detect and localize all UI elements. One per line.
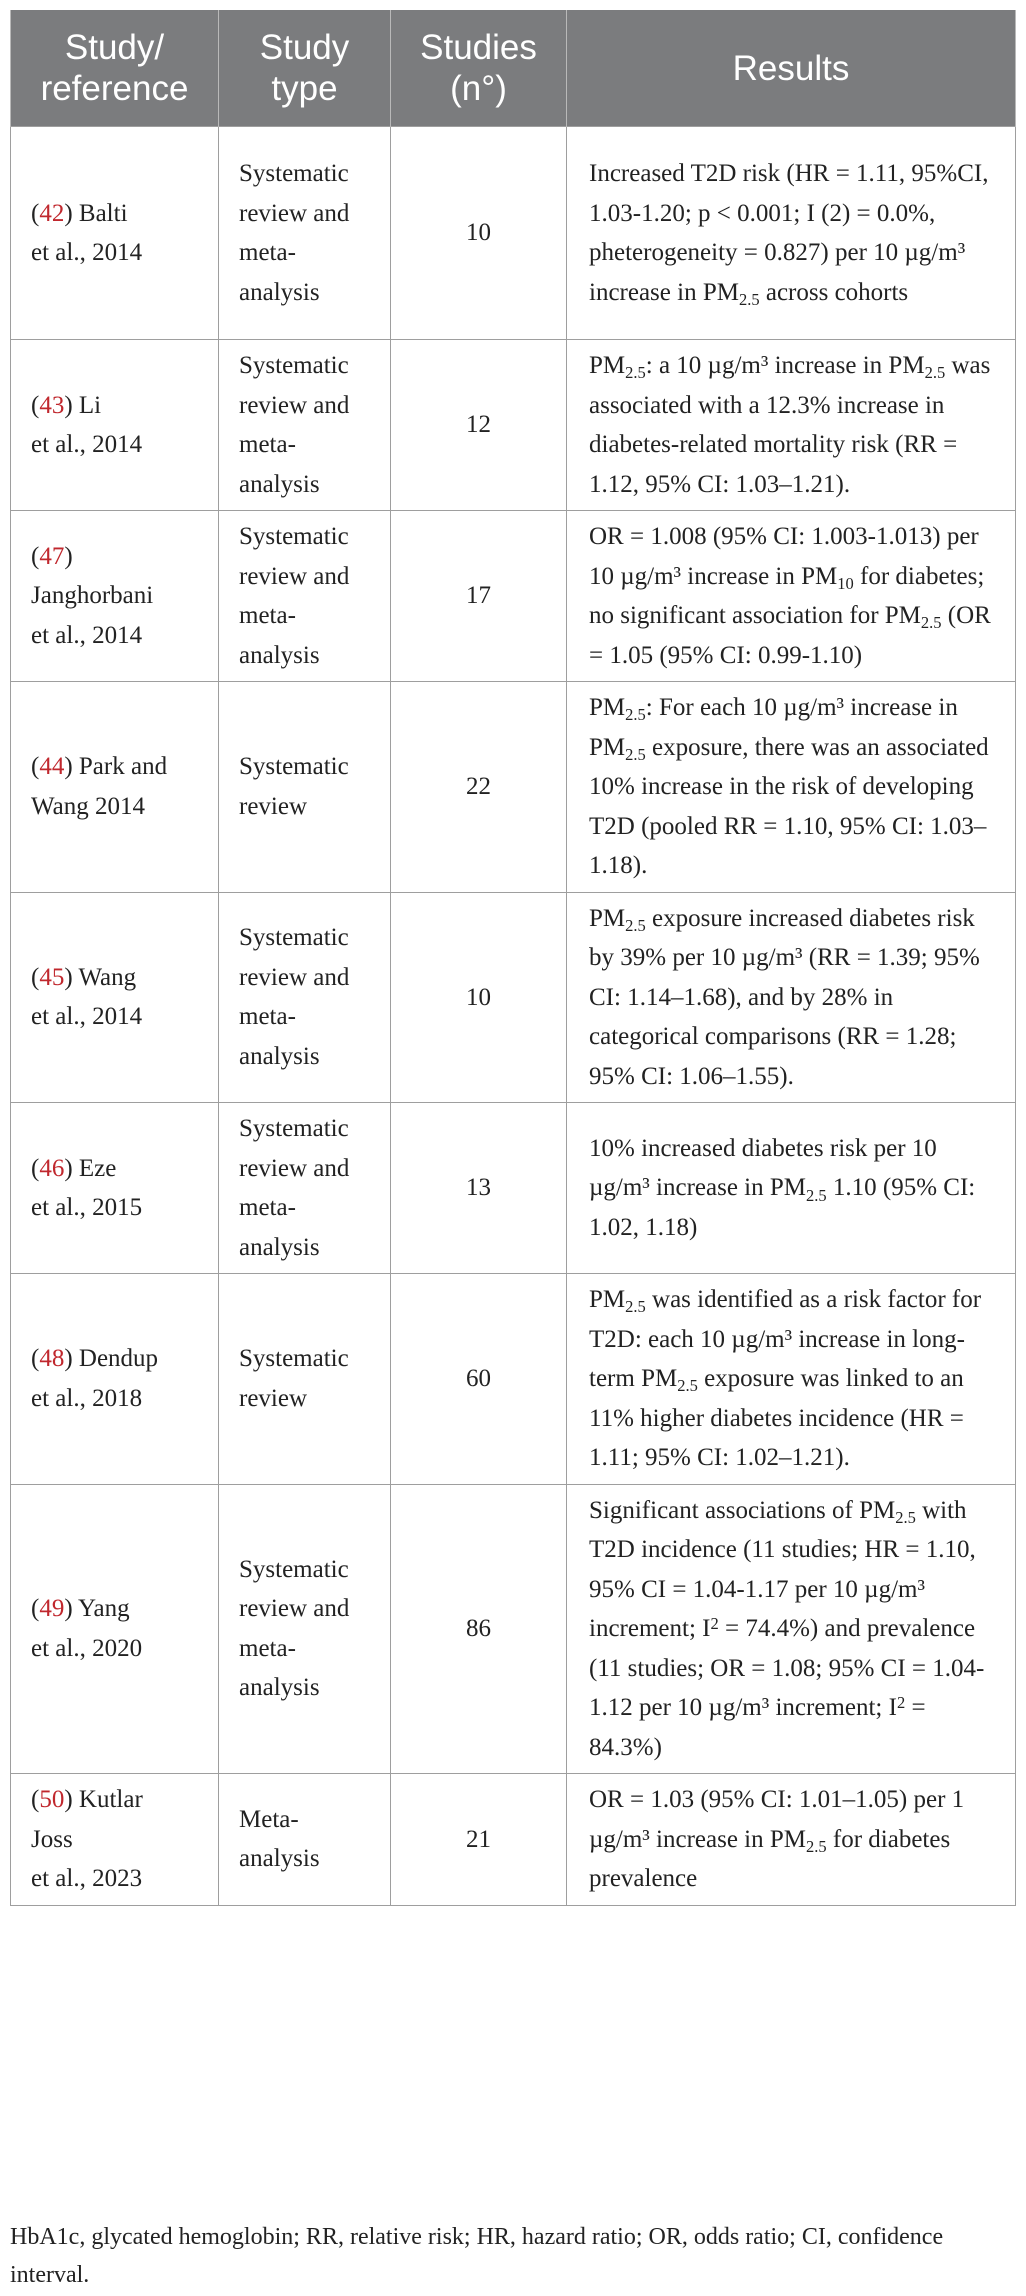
- table-row: [11, 1774, 1016, 1906]
- reference-text: ) Balti: [64, 199, 128, 227]
- results-text: : a 10 µg/m³ increase in PM: [645, 352, 925, 379]
- results-text: = 74.4%) and prevalence (11 studies; OR = 1.08; 95% CI = 1.04-1.12 per 10 µg/m³ increment; I: [589, 1615, 985, 1721]
- table-row: [11, 340, 1016, 511]
- results-text: OR = 1.008 (95% CI: 1.003-1.013) per 10 µg/m³ increase in PM: [589, 523, 979, 590]
- cell-studies-count: 86: [391, 1484, 567, 1774]
- results-text: = 84.3%): [589, 1694, 926, 1761]
- study-type-line: Systematic: [239, 1345, 349, 1373]
- results-text: exposure was linked to an 11% higher diabetes incidence (HR = 1.11; 95% CI: 1.02–1.21).: [589, 1365, 964, 1471]
- results-text: PM: [589, 694, 626, 721]
- study-type-line: analysis: [239, 1042, 320, 1070]
- study-type-line: analysis: [239, 1233, 320, 1261]
- subscript: 2.5: [924, 363, 946, 383]
- cell-study-reference: [11, 1484, 219, 1774]
- results-text: PM: [589, 352, 626, 379]
- cell-study-type: [219, 1103, 391, 1274]
- cell-studies-count: 10: [391, 127, 567, 340]
- results-text: was identified as a risk factor for T2D: each 10 µg/m³ increase in long-term PM: [589, 1286, 982, 1392]
- subscript: 2.5: [625, 1297, 646, 1317]
- subscript: 2.5: [625, 915, 646, 935]
- reference-line: et al., 2020: [31, 1634, 143, 1662]
- table-row: [11, 892, 1016, 1103]
- study-type-line: Systematic: [239, 160, 349, 187]
- study-type-line: review and: [239, 963, 350, 991]
- results-text: : For each 10 µg/m³ increase in PM: [589, 694, 958, 761]
- subscript: 2.5: [625, 705, 646, 725]
- study-type-line: analysis: [239, 1845, 320, 1873]
- table-row: [11, 511, 1016, 682]
- study-type-line: meta-: [239, 602, 296, 629]
- study-type-line: analysis: [239, 641, 320, 669]
- reference-paren: (: [31, 542, 40, 570]
- reference-line: Wang 2014: [31, 792, 145, 820]
- header-study-reference-line1: Study/: [64, 28, 165, 67]
- reference-line: et al., 2014: [31, 239, 143, 266]
- results-text: (OR = 1.05 (95% CI: 0.99-1.10): [589, 602, 991, 669]
- superscript: 2: [896, 1692, 906, 1712]
- study-type-line: review and: [239, 1154, 350, 1182]
- reference-number-link[interactable]: 44: [39, 753, 65, 781]
- header-studies-n-line1: Studies: [420, 28, 537, 67]
- study-type-line: analysis: [239, 470, 320, 498]
- study-type-line: meta-: [239, 1194, 296, 1221]
- cell-study-type: [219, 1274, 391, 1485]
- cell-study-type: [219, 127, 391, 340]
- results-text: for diabetes prevalence: [589, 1825, 951, 1892]
- reference-text: ) Wang: [64, 963, 137, 991]
- study-type-line: meta-: [239, 1003, 296, 1031]
- reference-paren: (: [31, 391, 40, 419]
- reference-line: et al., 2014: [31, 431, 143, 458]
- results-text: exposure increased diabetes risk by 39% per 10 µg/m³ (RR = 1.39; 95% CI: 1.14–1.68), and by 28% in categorical comparisons (RR = 1.28; 95% CI: 1.06–1.55).: [589, 904, 980, 1090]
- results-text: exposure, there was an associated 10% increase in the risk of developing T2D (pooled RR = 1.10, 95% CI: 1.03–1.18).: [589, 733, 989, 879]
- subscript: 2.5: [920, 613, 942, 633]
- header-studies-n: [391, 10, 567, 127]
- reference-number-link[interactable]: 47: [39, 542, 65, 570]
- cell-results: [567, 1103, 1016, 1274]
- table-row: [11, 1484, 1016, 1774]
- subscript: 2.5: [806, 1185, 827, 1205]
- cell-results: [567, 1484, 1016, 1774]
- study-type-line: Meta-: [239, 1805, 299, 1833]
- cell-studies-count: 17: [391, 511, 567, 682]
- results-text: for diabetes; no significant association for PM: [589, 562, 985, 629]
- results-text: Significant associations of PM: [589, 1496, 896, 1524]
- cell-study-type: [219, 1484, 391, 1774]
- cell-results: [567, 340, 1016, 511]
- reference-line: Janghorbani: [31, 582, 154, 610]
- study-type-line: meta-: [239, 239, 296, 266]
- study-type-line: review: [239, 1384, 308, 1412]
- cell-study-type: [219, 892, 391, 1103]
- cell-study-reference: [11, 340, 219, 511]
- table-row: [11, 1274, 1016, 1485]
- cell-studies-count: 22: [391, 682, 567, 893]
- table-footnote: HbA1c, glycated hemoglobin; RR, relative risk; HR, hazard ratio; OR, odds ratio; CI, confidence interval.: [10, 2224, 944, 2288]
- reference-line: [31, 1339, 200, 1379]
- cell-results: [567, 892, 1016, 1103]
- reference-text: ) Dendup: [64, 1345, 159, 1373]
- cell-study-reference: [11, 511, 219, 682]
- cell-results: [567, 1274, 1016, 1485]
- reference-line: et al., 2014: [31, 1003, 143, 1031]
- cell-results: [567, 511, 1016, 682]
- study-type-line: meta-: [239, 1634, 296, 1662]
- study-type-line: review and: [239, 199, 350, 227]
- reference-paren: (: [31, 1154, 40, 1182]
- cell-study-type: [219, 682, 391, 893]
- study-type-line: Systematic: [239, 523, 349, 550]
- study-type-line: Systematic: [239, 352, 349, 379]
- results-text: OR = 1.03 (95% CI: 1.01–1.05) per 1 µg/m³ increase in PM: [589, 1786, 965, 1853]
- subscript: 10: [837, 573, 854, 593]
- study-type-line: Systematic: [239, 753, 349, 781]
- header-studies-n-line2: (n°): [450, 69, 507, 108]
- reference-line: [31, 1149, 200, 1189]
- results-text: PM: [589, 904, 626, 932]
- reference-paren: (: [31, 1595, 40, 1623]
- study-type-line: review and: [239, 1595, 350, 1623]
- cell-results: [567, 1774, 1016, 1906]
- study-type-line: review: [239, 792, 308, 820]
- study-type-line: analysis: [239, 1674, 320, 1702]
- study-type-line: meta-: [239, 431, 296, 458]
- cell-results: [567, 682, 1016, 893]
- subscript: 2.5: [738, 289, 760, 309]
- reference-number-link[interactable]: 46: [39, 1154, 65, 1182]
- reference-line: [31, 1780, 200, 1820]
- reference-paren: (: [31, 1786, 40, 1813]
- results-text: PM: [589, 1286, 626, 1313]
- cell-studies-count: 21: [391, 1774, 567, 1906]
- header-study-type-line1: Study: [259, 28, 350, 67]
- cell-study-reference: [11, 127, 219, 340]
- reference-line: et al., 2018: [31, 1384, 143, 1412]
- cell-study-reference: [11, 1103, 219, 1274]
- reference-line: [31, 958, 200, 998]
- reference-paren: (: [31, 199, 40, 227]
- subscript: 2.5: [895, 1507, 916, 1527]
- reference-text: ) Park and: [64, 753, 168, 781]
- table-row: [11, 127, 1016, 340]
- results-text: was associated with a 12.3% increase in diabetes-related mortality risk (RR = 1.12, 95% CI: 1.03–1.21).: [589, 352, 991, 498]
- reference-line: et al., 2023: [31, 1865, 143, 1892]
- table-row: [11, 682, 1016, 893]
- reference-number-link[interactable]: 43: [39, 391, 65, 419]
- reference-number-link[interactable]: 50: [39, 1786, 65, 1813]
- study-type-line: review and: [239, 562, 350, 590]
- reference-number-link[interactable]: 45: [39, 963, 65, 991]
- cell-studies-count: 60: [391, 1274, 567, 1485]
- cell-studies-count: 12: [391, 340, 567, 511]
- cell-study-reference: [11, 1274, 219, 1485]
- cell-study-reference: [11, 1774, 219, 1906]
- cell-studies-count: 10: [391, 892, 567, 1103]
- reference-number-link[interactable]: 42: [39, 199, 65, 227]
- subscript: 2.5: [806, 1836, 827, 1856]
- results-text: 10% increased diabetes risk per 10 µg/m³ increase in PM: [589, 1134, 937, 1202]
- reference-line: Joss: [31, 1825, 73, 1853]
- results-text: Increased T2D risk (HR = 1.11, 95%CI, 1.03-1.20; p < 0.001; I (2) = 0.0%, pheterogeneity = 0.827) per 10 µg/m³ increase in PM: [589, 160, 989, 306]
- reference-number-link[interactable]: 49: [39, 1595, 65, 1623]
- header-results: Results: [567, 10, 1016, 127]
- reference-text: ): [64, 542, 73, 570]
- study-type-line: Systematic: [239, 1555, 349, 1583]
- study-type-line: analysis: [239, 278, 320, 306]
- results-text: across cohorts: [759, 278, 909, 306]
- reference-line: [31, 747, 200, 787]
- cell-study-reference: [11, 892, 219, 1103]
- reference-text: ) Eze: [64, 1154, 117, 1182]
- header-row: [11, 10, 1016, 127]
- subscript: 2.5: [677, 1376, 698, 1396]
- reference-line: [31, 1589, 200, 1629]
- reference-line: et al., 2015: [31, 1194, 143, 1221]
- reference-paren: (: [31, 753, 40, 781]
- results-table: [10, 10, 1016, 1906]
- subscript: 2.5: [625, 744, 646, 764]
- results-text: 1.10 (95% CI: 1.02, 1.18): [589, 1174, 976, 1241]
- reference-text: ) Kutlar: [64, 1786, 143, 1813]
- header-study-type-line2: type: [271, 69, 338, 108]
- reference-line: [31, 386, 200, 426]
- header-study-type: [219, 10, 391, 127]
- header-study-reference-line2: reference: [40, 69, 189, 108]
- reference-line: [31, 537, 200, 577]
- cell-study-type: [219, 340, 391, 511]
- reference-number-link[interactable]: 48: [39, 1345, 65, 1373]
- cell-results: [567, 127, 1016, 340]
- reference-line: [31, 194, 200, 234]
- cell-study-type: [219, 511, 391, 682]
- study-type-line: Systematic: [239, 924, 349, 952]
- table-row: [11, 1103, 1016, 1274]
- superscript: 2: [710, 1613, 719, 1633]
- cell-study-reference: [11, 682, 219, 893]
- reference-paren: (: [31, 963, 40, 991]
- reference-text: ) Yang: [64, 1595, 130, 1623]
- reference-line: et al., 2014: [31, 621, 143, 649]
- reference-paren: (: [31, 1345, 40, 1373]
- reference-text: ) Li: [64, 391, 102, 419]
- cell-study-type: [219, 1774, 391, 1906]
- table-body: [11, 127, 1016, 1906]
- study-type-line: review and: [239, 391, 350, 419]
- results-text: with T2D incidence (11 studies; HR = 1.10, 95% CI = 1.04-1.17 per 10 µg/m³ increment; I: [589, 1496, 976, 1642]
- cell-studies-count: 13: [391, 1103, 567, 1274]
- subscript: 2.5: [625, 363, 646, 383]
- header-study-reference: [11, 10, 219, 127]
- study-type-line: Systematic: [239, 1115, 349, 1142]
